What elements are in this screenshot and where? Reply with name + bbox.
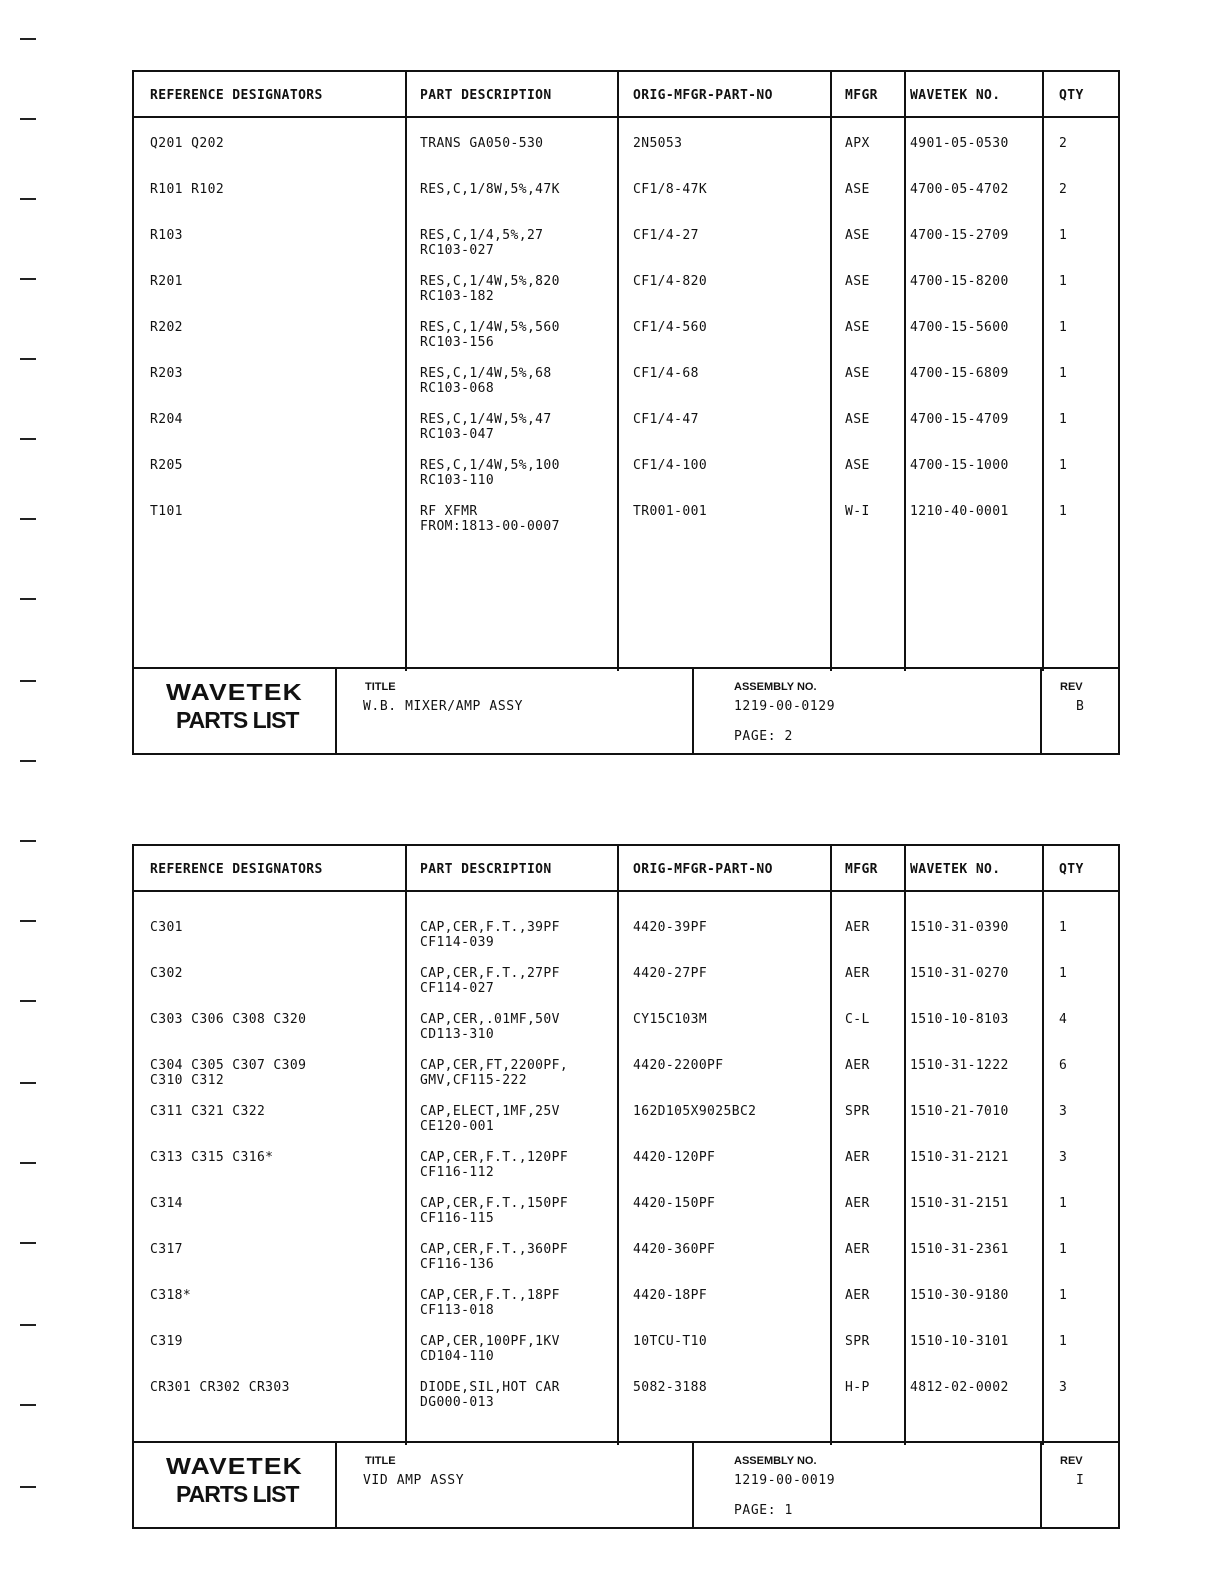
binder-tick-mark [20,680,36,682]
cell-wavetek-no: 1510-31-2121 [910,1150,1009,1165]
column-header-qty: QTY [1059,862,1084,877]
cell-mfgr: ASE [845,458,870,473]
cell-orig-mfgr-part-no: CF1/4-820 [633,274,708,289]
cell-wavetek-no: 4700-15-6809 [910,366,1009,381]
cell-orig-mfgr-part-no: CF1/4-47 [633,412,699,427]
title-box [337,669,694,753]
rev-box [1042,669,1120,753]
rev-value: B [1076,699,1085,714]
assembly-number: 1219-00-0019 [734,1473,836,1488]
cell-wavetek-no: 1510-30-9180 [910,1288,1009,1303]
title-label: TITLE [365,681,396,693]
cell-orig-mfgr-part-no: 4420-360PF [633,1242,716,1257]
binder-tick-mark [20,198,36,200]
cell-mfgr: SPR [845,1334,870,1349]
cell-qty: 1 [1059,274,1068,289]
binder-tick-mark [20,760,36,762]
cell-wavetek-no: 1510-31-1222 [910,1058,1009,1073]
cell-orig-mfgr-part-no: 4420-18PF [633,1288,708,1303]
column-divider [617,846,619,1445]
cell-qty: 3 [1059,1380,1068,1395]
cell-qty: 4 [1059,1012,1068,1027]
cell-mfgr: AER [845,966,870,981]
cell-wavetek-no: 4700-15-2709 [910,228,1009,243]
parts-list-label: PARTS LIST [176,1481,299,1507]
binder-tick-mark [20,1404,36,1406]
cell-qty: 1 [1059,966,1068,981]
binder-tick-mark [20,518,36,520]
cell-mfgr: ASE [845,412,870,427]
cell-orig-mfgr-part-no: CY15C103M [633,1012,708,1027]
cell-mfgr: ASE [845,320,870,335]
cell-orig-mfgr-part-no: CF1/4-560 [633,320,708,335]
assembly-box [694,669,1042,753]
wavetek-logo [134,1443,337,1527]
cell-wavetek-no: 1510-31-2151 [910,1196,1009,1211]
rev-label: REV [1060,1455,1083,1467]
cell-reference-designators: C301 [150,920,183,935]
column-divider [1042,72,1044,671]
cell-mfgr: ASE [845,182,870,197]
binder-tick-mark [20,920,36,922]
cell-qty: 3 [1059,1104,1068,1119]
binder-tick-mark [20,1242,36,1244]
column-header-reference-designators: REFERENCE DESIGNATORS [150,862,323,877]
parts-list-sheet-page-1 [132,844,1120,1529]
cell-mfgr: AER [845,1058,870,1073]
cell-wavetek-no: 1510-31-0390 [910,920,1009,935]
cell-orig-mfgr-part-no: 2N5053 [633,136,683,151]
cell-reference-designators: T101 [150,504,183,519]
cell-mfgr: W-I [845,504,870,519]
cell-orig-mfgr-part-no: 5082-3188 [633,1380,708,1395]
page-number: PAGE: 1 [734,1503,793,1518]
cell-reference-designators: C318* [150,1288,192,1303]
cell-orig-mfgr-part-no: CF1/8-47K [633,182,708,197]
cell-qty: 1 [1059,1334,1068,1349]
cell-part-description: CAP,CER,F.T.,39PF CF114-039 [420,920,560,950]
column-header-part-description: PART DESCRIPTION [420,862,552,877]
column-header-wavetek-no: WAVETEK NO. [910,862,1001,877]
cell-part-description: CAP,CER,F.T.,360PF CF116-136 [420,1242,569,1272]
cell-part-description: CAP,CER,FT,2200PF, GMV,CF115-222 [420,1058,569,1088]
cell-qty: 1 [1059,1288,1068,1303]
brand-name: WAVETEK [166,679,303,705]
cell-orig-mfgr-part-no: 4420-39PF [633,920,708,935]
cell-part-description: CAP,CER,F.T.,150PF CF116-115 [420,1196,569,1226]
brand-name: WAVETEK [166,1453,303,1479]
assembly-label: ASSEMBLY NO. [734,681,817,693]
cell-part-description: RES,C,1/4,5%,27 RC103-027 [420,228,544,258]
column-divider [904,846,906,1445]
cell-reference-designators: C317 [150,1242,183,1257]
title-box [337,1443,694,1527]
cell-reference-designators: C304 C305 C307 C309 C310 C312 [150,1058,307,1088]
title-block [134,1441,1118,1527]
binder-tick-mark [20,1162,36,1164]
cell-mfgr: ASE [845,366,870,381]
binder-tick-mark [20,1324,36,1326]
cell-reference-designators: R101 R102 [150,182,225,197]
column-header-mfgr: MFGR [845,88,878,103]
cell-orig-mfgr-part-no: 4420-2200PF [633,1058,724,1073]
cell-mfgr: ASE [845,274,870,289]
cell-reference-designators: C313 C315 C316* [150,1150,274,1165]
column-divider [904,72,906,671]
cell-part-description: CAP,ELECT,1MF,25V CE120-001 [420,1104,560,1134]
cell-orig-mfgr-part-no: CF1/4-100 [633,458,708,473]
page-number: PAGE: 2 [734,729,793,744]
binder-tick-mark [20,598,36,600]
cell-part-description: TRANS GA050-530 [420,136,544,151]
column-divider [405,846,407,1445]
cell-orig-mfgr-part-no: 4420-27PF [633,966,708,981]
column-header-wavetek-no: WAVETEK NO. [910,88,1001,103]
cell-part-description: RES,C,1/4W,5%,820 RC103-182 [420,274,560,304]
column-header-part-description: PART DESCRIPTION [420,88,552,103]
cell-wavetek-no: 1510-10-8103 [910,1012,1009,1027]
assembly-label: ASSEMBLY NO. [734,1455,817,1467]
cell-reference-designators: C302 [150,966,183,981]
cell-mfgr: AER [845,1242,870,1257]
cell-wavetek-no: 1510-21-7010 [910,1104,1009,1119]
cell-reference-designators: R202 [150,320,183,335]
cell-part-description: RES,C,1/4W,5%,100 RC103-110 [420,458,560,488]
cell-qty: 3 [1059,1150,1068,1165]
column-divider [1042,846,1044,1445]
cell-mfgr: C-L [845,1012,870,1027]
cell-reference-designators: R203 [150,366,183,381]
title-block [134,667,1118,753]
cell-qty: 1 [1059,920,1068,935]
binder-tick-mark [20,1082,36,1084]
column-header-mfgr: MFGR [845,862,878,877]
cell-part-description: CAP,CER,F.T.,18PF CF113-018 [420,1288,560,1318]
cell-part-description: RES,C,1/4W,5%,68 RC103-068 [420,366,552,396]
cell-reference-designators: C311 C321 C322 [150,1104,266,1119]
cell-part-description: CAP,CER,100PF,1KV CD104-110 [420,1334,560,1364]
cell-mfgr: H-P [845,1380,870,1395]
cell-qty: 1 [1059,366,1068,381]
column-header-orig-mfgr-part-no: ORIG-MFGR-PART-NO [633,862,773,877]
rev-label: REV [1060,681,1083,693]
rev-box [1042,1443,1120,1527]
parts-list-sheet-page-2 [132,70,1120,755]
cell-reference-designators: C319 [150,1334,183,1349]
cell-reference-designators: C303 C306 C308 C320 [150,1012,307,1027]
binder-tick-mark [20,278,36,280]
cell-reference-designators: R103 [150,228,183,243]
cell-part-description: CAP,CER,F.T.,120PF CF116-112 [420,1150,569,1180]
cell-reference-designators: R205 [150,458,183,473]
binder-tick-mark [20,438,36,440]
cell-qty: 1 [1059,1242,1068,1257]
cell-qty: 1 [1059,504,1068,519]
cell-qty: 1 [1059,412,1068,427]
cell-orig-mfgr-part-no: 10TCU-T10 [633,1334,708,1349]
cell-part-description: DIODE,SIL,HOT CAR DG000-013 [420,1380,560,1410]
cell-qty: 2 [1059,136,1068,151]
title-label: TITLE [365,1455,396,1467]
cell-wavetek-no: 1510-31-2361 [910,1242,1009,1257]
assembly-title: VID AMP ASSY [363,1473,465,1488]
binder-tick-mark [20,840,36,842]
cell-mfgr: ASE [845,228,870,243]
cell-part-description: RES,C,1/4W,5%,47 RC103-047 [420,412,552,442]
rev-value: I [1076,1473,1085,1488]
column-divider [830,72,832,671]
cell-qty: 1 [1059,458,1068,473]
cell-wavetek-no: 4700-15-4709 [910,412,1009,427]
cell-mfgr: APX [845,136,870,151]
assembly-box [694,1443,1042,1527]
cell-part-description: RF XFMR FROM:1813-00-0007 [420,504,560,534]
cell-qty: 1 [1059,320,1068,335]
cell-mfgr: AER [845,920,870,935]
cell-orig-mfgr-part-no: TR001-001 [633,504,708,519]
cell-wavetek-no: 4700-05-4702 [910,182,1009,197]
binder-tick-mark [20,118,36,120]
binder-tick-mark [20,1486,36,1488]
parts-list-label: PARTS LIST [176,707,299,733]
assembly-title: W.B. MIXER/AMP ASSY [363,699,524,714]
cell-part-description: RES,C,1/4W,5%,560 RC103-156 [420,320,560,350]
cell-orig-mfgr-part-no: CF1/4-68 [633,366,699,381]
cell-reference-designators: R201 [150,274,183,289]
cell-mfgr: SPR [845,1104,870,1119]
cell-mfgr: AER [845,1150,870,1165]
column-header-reference-designators: REFERENCE DESIGNATORS [150,88,323,103]
cell-mfgr: AER [845,1288,870,1303]
table-header [134,846,1118,892]
cell-wavetek-no: 4812-02-0002 [910,1380,1009,1395]
cell-qty: 1 [1059,1196,1068,1211]
cell-reference-designators: R204 [150,412,183,427]
cell-qty: 2 [1059,182,1068,197]
column-header-qty: QTY [1059,88,1084,103]
cell-wavetek-no: 4901-05-0530 [910,136,1009,151]
binder-tick-mark [20,358,36,360]
column-divider [830,846,832,1445]
cell-orig-mfgr-part-no: 4420-150PF [633,1196,716,1211]
binder-tick-mark [20,38,36,40]
cell-qty: 6 [1059,1058,1068,1073]
cell-reference-designators: CR301 CR302 CR303 [150,1380,290,1395]
binder-tick-mark [20,1000,36,1002]
cell-reference-designators: C314 [150,1196,183,1211]
cell-wavetek-no: 4700-15-8200 [910,274,1009,289]
cell-wavetek-no: 1210-40-0001 [910,504,1009,519]
column-divider [405,72,407,671]
cell-wavetek-no: 4700-15-5600 [910,320,1009,335]
cell-wavetek-no: 4700-15-1000 [910,458,1009,473]
cell-orig-mfgr-part-no: 162D105X9025BC2 [633,1104,757,1119]
cell-wavetek-no: 1510-10-3101 [910,1334,1009,1349]
wavetek-logo [134,669,337,753]
table-header [134,72,1118,118]
assembly-number: 1219-00-0129 [734,699,836,714]
cell-part-description: RES,C,1/8W,5%,47K [420,182,560,197]
cell-qty: 1 [1059,228,1068,243]
column-divider [617,72,619,671]
cell-wavetek-no: 1510-31-0270 [910,966,1009,981]
cell-orig-mfgr-part-no: 4420-120PF [633,1150,716,1165]
cell-reference-designators: Q201 Q202 [150,136,225,151]
cell-orig-mfgr-part-no: CF1/4-27 [633,228,699,243]
cell-mfgr: AER [845,1196,870,1211]
column-header-orig-mfgr-part-no: ORIG-MFGR-PART-NO [633,88,773,103]
cell-part-description: CAP,CER,.01MF,50V CD113-310 [420,1012,560,1042]
cell-part-description: CAP,CER,F.T.,27PF CF114-027 [420,966,560,996]
